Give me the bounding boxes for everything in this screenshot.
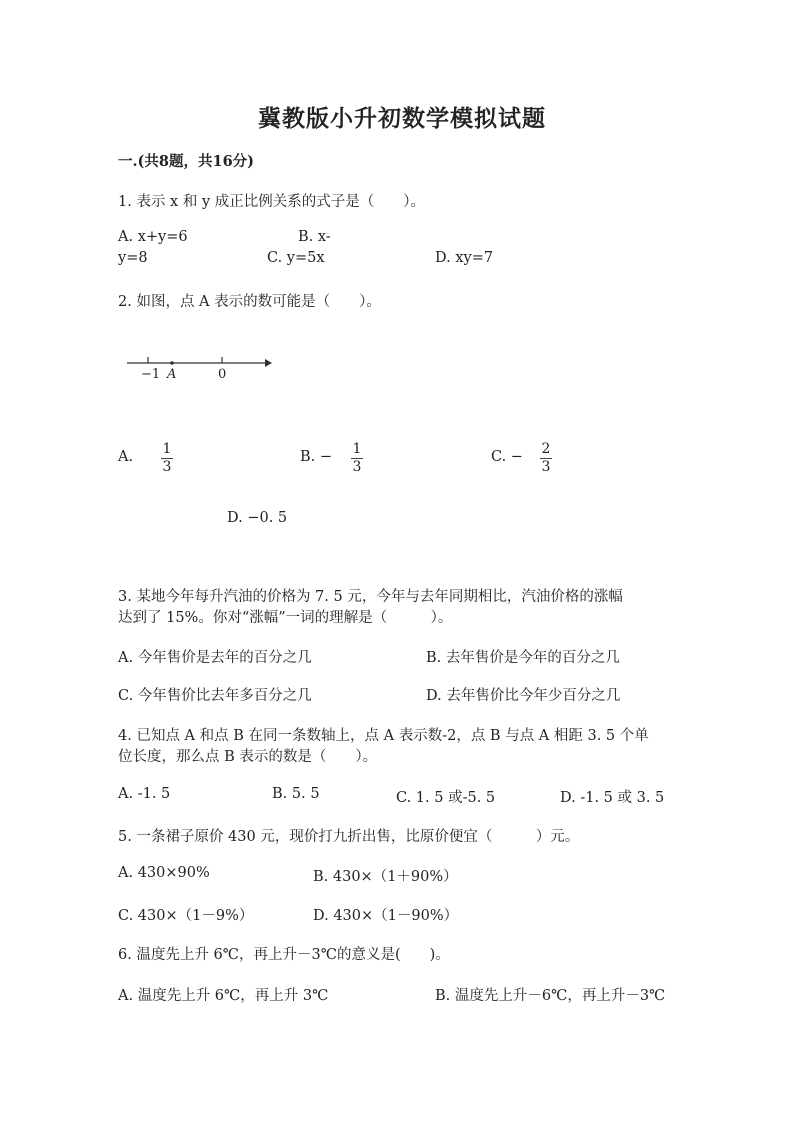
q2-a-denominator: 3: [162, 459, 172, 475]
q2-option-a-fraction: [160, 441, 174, 476]
q5-option-c: C. 430×（1－9%）: [118, 908, 254, 924]
q2-c-denominator: 3: [541, 459, 551, 475]
q4-option-a: A. -1. 5: [118, 786, 171, 802]
q2-a-numerator: 1: [162, 441, 172, 457]
q2-b-denominator: 3: [352, 459, 362, 475]
q6-option-a: A. 温度先上升 6℃，再上升 3℃: [118, 988, 329, 1004]
q4-stem-line1: 4. 已知点 A 和点 B 在同一条数轴上，点 A 表示数-2，点 B 与点 A 相距 3. 5 个单: [118, 728, 649, 744]
q2-option-c-fraction: [539, 441, 553, 476]
q2-b-numerator: 1: [352, 441, 362, 457]
q5-option-b: B. 430×（1＋90%）: [313, 869, 458, 885]
q2-option-b-label: B. −: [300, 449, 333, 465]
q1-option-a: A. x+y=6: [118, 229, 188, 245]
q4-option-b: B. 5. 5: [272, 786, 320, 802]
point-label-a: A: [167, 367, 177, 382]
q5-stem: 5. 一条裙子原价 430 元，现价打九折出售，比原价便宜（ ）元。: [118, 829, 580, 845]
q1-option-c: C. y=5x: [267, 250, 325, 266]
q3-option-c: C. 今年售价比去年多百分之几: [118, 688, 312, 704]
q2-option-a-label: A.: [118, 449, 134, 465]
q2-option-c-label: C. −: [491, 449, 523, 465]
q6-stem: 6. 温度先上升 6℃，再上升－3℃的意义是( )。: [118, 947, 450, 963]
q1-option-d: D. xy=7: [435, 250, 494, 266]
q4-option-d: D. -1. 5 或 3. 5: [560, 790, 665, 806]
q4-stem-line2: 位长度，那么点 B 表示的数是（ ）。: [118, 749, 378, 765]
q3-option-a: A. 今年售价是去年的百分之几: [118, 650, 312, 666]
number-line-arrow: [265, 359, 272, 367]
page-title: 冀教版小升初数学模拟试题: [258, 105, 546, 132]
q2-c-numerator: 2: [541, 441, 551, 457]
q5-option-d: D. 430×（1－90%）: [313, 908, 459, 924]
q3-stem-line1: 3. 某地今年每升汽油的价格为 7. 5 元，今年与去年同期相比，汽油价格的涨幅: [118, 589, 623, 605]
q1-option-b-line2: y=8: [118, 250, 148, 266]
q6-option-b: B. 温度先上升－6℃，再上升－3℃: [435, 988, 666, 1004]
q1-option-b-line1: B. x-: [298, 229, 331, 245]
q1-stem: 1. 表示 x 和 y 成正比例关系的式子是（ ）。: [118, 194, 425, 210]
q3-option-b: B. 去年售价是今年的百分之几: [426, 650, 620, 666]
q3-stem-line2: 达到了 15%。你对“涨幅”一词的理解是（ ）。: [118, 610, 453, 626]
q5-option-a: A. 430×90%: [118, 865, 210, 881]
tick-label-neg1: −1: [141, 367, 161, 382]
q2-stem: 2. 如图，点 A 表示的数可能是（ ）。: [118, 294, 381, 310]
tick-label-0: 0: [218, 367, 227, 382]
q2-option-d: D. −0. 5: [227, 510, 288, 526]
q2-option-b-fraction: [350, 441, 364, 476]
section-heading: 一.(共8题，共16分): [118, 153, 255, 170]
q3-option-d: D. 去年售价比今年少百分之几: [426, 688, 621, 704]
q4-option-c: C. 1. 5 或-5. 5: [396, 790, 496, 806]
point-a-dot: [170, 361, 174, 365]
